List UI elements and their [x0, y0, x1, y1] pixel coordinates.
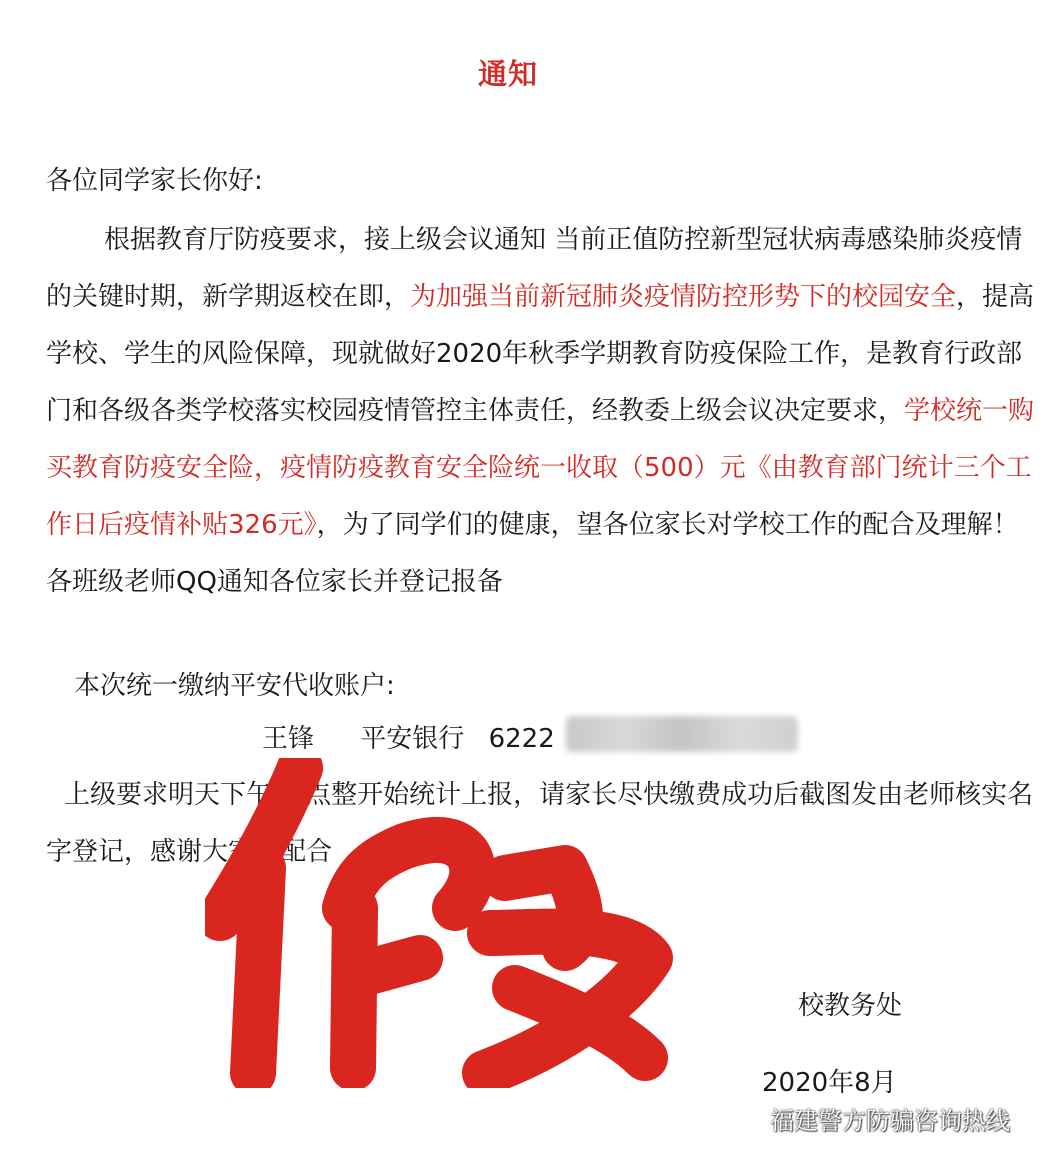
source-watermark [728, 1100, 1010, 1136]
salutation: 各位同学家长你好: [46, 166, 263, 196]
account-label: 本次统一缴纳平安代收账户: [74, 671, 395, 701]
watermark-text: 福建警方防骗咨询热线 [770, 1106, 1010, 1135]
notice-paragraph-deadline: 上级要求明天下午17点整开始统计上报，请家长尽快缴费成功后截图发由老师核实名字登记，感谢大家的配合 [46, 780, 1034, 867]
notice-title: 通知 [477, 57, 538, 91]
paragraph-text-2: ，提高学校、学生的风险保障，现就做好2020年秋季学期教育防疫保险工作，是教育行政部门和各级各类学校落实校园疫情管控主体责任，经教委上级会议决定要求， [46, 282, 1035, 426]
highlight-insurance-fee: 学校统一购买教育防疫安全险，疫情防疫教育安全险统一收取（500）元《由教育部门统计三个工作日后疫情补贴326元》 [46, 396, 1035, 540]
account-name: 王锋 [262, 724, 315, 754]
wechat-icon [728, 1104, 762, 1132]
notice-date: 2020年8月 [762, 1068, 897, 1098]
redacted-account-number [566, 716, 798, 752]
fake-stamp-mark [205, 758, 675, 1088]
notice-paragraph-main [46, 212, 1036, 611]
account-row [262, 718, 555, 755]
highlight-campus-safety: 为加强当前新冠肺炎疫情防控形势下的校园安全 [410, 282, 957, 312]
paragraph-text-3: ，为了同学们的健康，望各位家长对学校工作的配合及理解！各班级老师QQ通知各位家长并登记报备 [46, 510, 1019, 597]
paragraph-text-1: 根据教育厅防疫要求，接上级会议通知 当前正值防控新型冠状病毒感染肺炎疫情的关键时期，新学期返校在即， [46, 225, 1023, 312]
account-number: 6222 [488, 724, 555, 754]
signoff-department: 校教务处 [798, 991, 903, 1021]
account-bank: 平安银行 [360, 724, 465, 754]
